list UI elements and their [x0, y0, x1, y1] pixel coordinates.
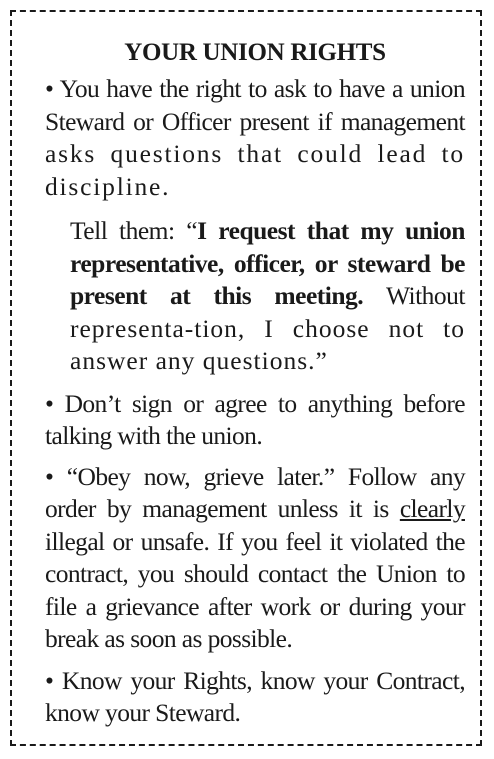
- bullet-item-know-rights: [45, 665, 465, 730]
- item1-text-a: You have the right to ask to have a union Steward or Officer present if management: [45, 74, 465, 136]
- card-content: [45, 37, 465, 730]
- quote-block: [70, 215, 465, 378]
- item3-text-a: “Obey now, grieve later.” Follow any order by management unless it is: [45, 461, 465, 523]
- bullet-mark: •: [45, 388, 54, 418]
- item3-underlined-word: clearly: [399, 494, 465, 523]
- bullet-item-obey-now: [45, 461, 465, 656]
- quote-bold-text: I request that my union representative, officer, or steward be present at this meeting.: [70, 216, 465, 310]
- item3-text-b: illegal or unsafe. If you feel it violated the contract, you should contact the Union to file a grievance after work or during your break as soon as possible.: [45, 526, 465, 653]
- quote-after-spread: representa-tion, I choose not to answer any questions.”: [70, 313, 465, 375]
- quote-lead: Tell them: “: [70, 216, 198, 245]
- item1-text-b: asks questions that could lead to discipline.: [45, 139, 465, 201]
- bullet-mark: •: [45, 665, 54, 695]
- bullet-mark: •: [45, 461, 54, 491]
- bullet-item-steward-right: [45, 73, 465, 203]
- bullet-item-dont-sign: [45, 388, 465, 453]
- item4-text: Know your Rights, know your Contract, know your Steward.: [45, 665, 466, 727]
- card-title: YOUR UNION RIGHTS: [124, 39, 386, 66]
- union-rights-card: [10, 10, 482, 746]
- item2-text: Don’t sign or agree to anything before talking with the union.: [45, 388, 465, 450]
- quote-after: Without: [363, 281, 465, 310]
- bullet-mark: •: [45, 74, 54, 103]
